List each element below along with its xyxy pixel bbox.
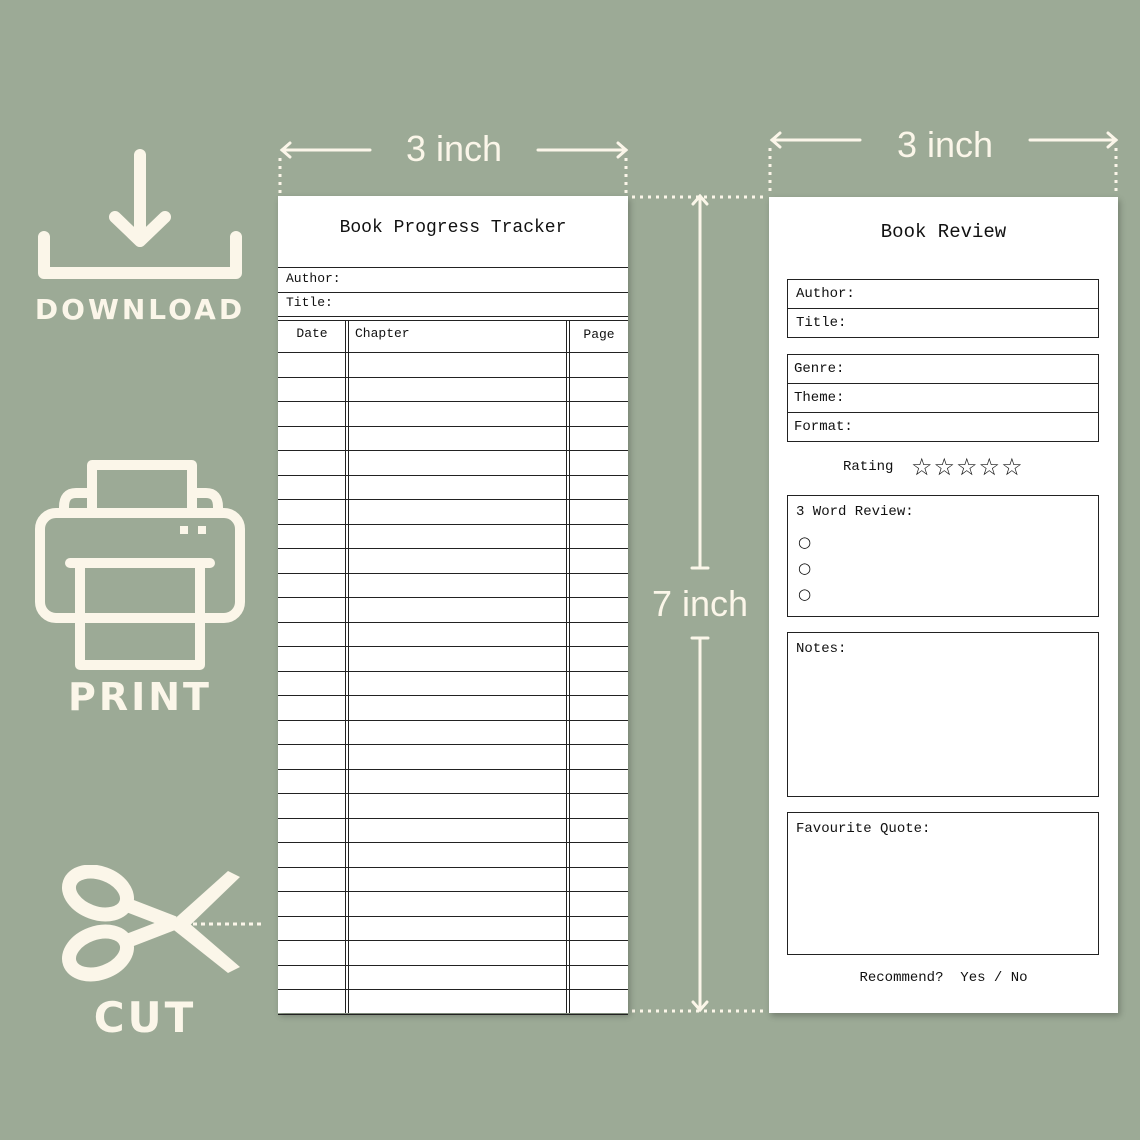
download-icon bbox=[30, 145, 250, 285]
table-row[interactable] bbox=[278, 671, 628, 672]
tracker-title: Book Progress Tracker bbox=[339, 218, 567, 238]
format-field[interactable]: Format: bbox=[794, 419, 853, 435]
word-review-bullet-2[interactable]: ○ bbox=[798, 559, 812, 577]
table-row[interactable] bbox=[278, 695, 628, 696]
table-row[interactable] bbox=[278, 818, 628, 819]
table-row[interactable] bbox=[278, 793, 628, 794]
printer-icon bbox=[30, 455, 250, 670]
notes-label: Notes: bbox=[796, 641, 847, 657]
column-header-date: Date bbox=[296, 326, 328, 341]
download-section bbox=[30, 145, 250, 335]
theme-field[interactable]: Theme: bbox=[794, 390, 845, 406]
print-label: PRINT bbox=[68, 675, 212, 719]
table-row[interactable] bbox=[278, 499, 628, 500]
genre-field[interactable]: Genre: bbox=[794, 361, 845, 377]
download-label: DOWNLOAD bbox=[34, 293, 246, 326]
table-row[interactable] bbox=[278, 720, 628, 721]
cut-section bbox=[50, 865, 280, 1045]
table-row[interactable] bbox=[278, 989, 628, 990]
table-row[interactable] bbox=[278, 769, 628, 770]
recommend-row bbox=[769, 970, 1118, 986]
progress-tracker-card bbox=[278, 196, 628, 1013]
tracker-rows[interactable] bbox=[278, 352, 628, 1012]
table-row[interactable] bbox=[278, 1014, 628, 1015]
table-row[interactable] bbox=[278, 524, 628, 525]
scissors-icon bbox=[50, 865, 280, 985]
table-row[interactable] bbox=[278, 891, 628, 892]
notes-box[interactable] bbox=[787, 632, 1099, 797]
table-row[interactable] bbox=[278, 401, 628, 402]
favourite-quote-box[interactable] bbox=[787, 812, 1099, 955]
rating-label: Rating bbox=[843, 459, 894, 475]
review-title: Book Review bbox=[880, 221, 1007, 243]
table-row[interactable] bbox=[278, 426, 628, 427]
word-review-label: 3 Word Review: bbox=[796, 504, 914, 520]
table-row[interactable] bbox=[278, 646, 628, 647]
recommend-label: Recommend? bbox=[859, 970, 944, 986]
rating-stars[interactable]: ☆☆☆☆☆ bbox=[911, 453, 1024, 481]
table-row[interactable] bbox=[278, 377, 628, 378]
column-header-chapter: Chapter bbox=[355, 326, 410, 341]
review-title-field[interactable]: Title: bbox=[796, 315, 847, 331]
word-review-bullet-1[interactable]: ○ bbox=[798, 533, 812, 551]
table-row[interactable] bbox=[278, 842, 628, 843]
column-header-page: Page bbox=[583, 327, 615, 342]
table-row[interactable] bbox=[278, 744, 628, 745]
table-row[interactable] bbox=[278, 622, 628, 623]
recommend-options[interactable]: Yes / No bbox=[960, 970, 1028, 986]
table-row[interactable] bbox=[278, 548, 628, 549]
table-row[interactable] bbox=[278, 352, 628, 353]
tracker-title-field[interactable]: Title: bbox=[286, 295, 333, 310]
author-title-box bbox=[787, 279, 1099, 338]
book-review-card bbox=[769, 197, 1118, 1013]
height-label: 7 inch bbox=[651, 583, 749, 624]
table-row[interactable] bbox=[278, 940, 628, 941]
cut-label: CUT bbox=[93, 993, 197, 1042]
table-row[interactable] bbox=[278, 450, 628, 451]
table-row[interactable] bbox=[278, 916, 628, 917]
favourite-quote-label: Favourite Quote: bbox=[796, 821, 931, 837]
right-width-label: 3 inch bbox=[896, 124, 994, 165]
print-section bbox=[30, 455, 250, 719]
word-review-bullet-3[interactable]: ○ bbox=[798, 585, 812, 603]
table-row[interactable] bbox=[278, 597, 628, 598]
word-review-box bbox=[787, 495, 1099, 617]
table-row[interactable] bbox=[278, 867, 628, 868]
table-row[interactable] bbox=[278, 573, 628, 574]
tracker-author-field[interactable]: Author: bbox=[286, 271, 341, 286]
genre-box bbox=[787, 354, 1099, 442]
left-width-label: 3 inch bbox=[405, 128, 503, 169]
table-row[interactable] bbox=[278, 965, 628, 966]
review-author-field[interactable]: Author: bbox=[796, 286, 855, 302]
table-row[interactable] bbox=[278, 475, 628, 476]
